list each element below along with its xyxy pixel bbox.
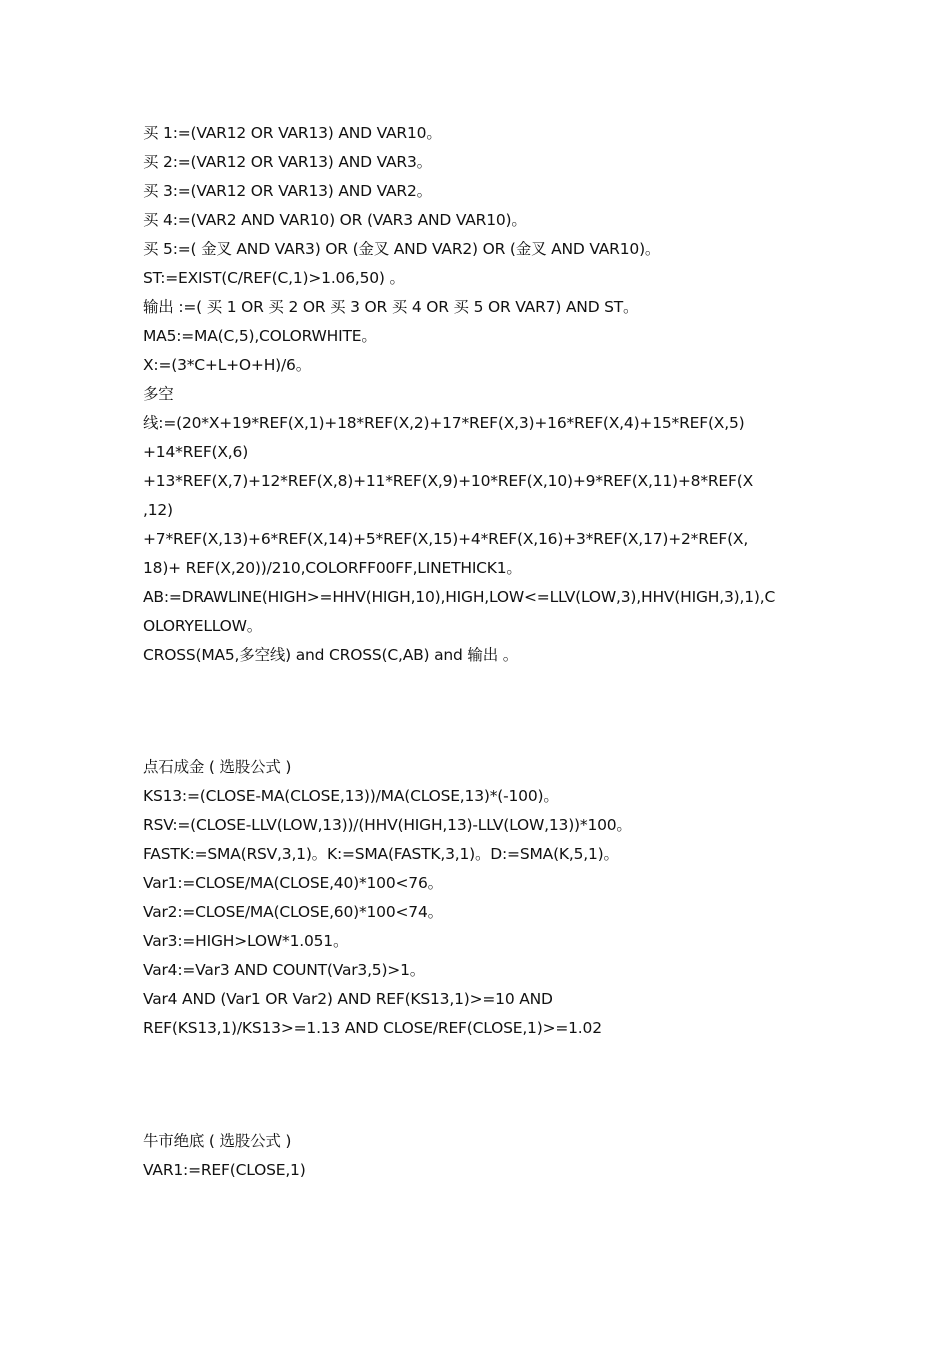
formula-line: Var4 AND (Var1 OR Var2) AND REF(KS13,1)>=10 AND	[143, 990, 553, 1008]
formula-section-buy-signals	[143, 119, 843, 670]
formula-line: +14*REF(X,6)	[143, 443, 249, 461]
formula-line: VAR1:=REF(CLOSE,1)	[143, 1161, 306, 1179]
formula-line: X:=(3*C+L+O+H)/6。	[143, 356, 311, 374]
formula-line: OLORYELLOW。	[143, 617, 263, 635]
formula-line: RSV:=(CLOSE-LLV(LOW,13))/(HHV(HIGH,13)-LLV(LOW,13))*100。	[143, 816, 632, 834]
formula-line: 输出 :=( 买 1 OR 买 2 OR 买 3 OR 买 4 OR 买 5 OR VAR7) AND ST。	[143, 298, 639, 316]
formula-line: 18)+ REF(X,20))/210,COLORFF00FF,LINETHICK1。	[143, 559, 522, 577]
formula-line: 买 5:=( 金叉 AND VAR3) OR (金叉 AND VAR2) OR (金叉 AND VAR10)。	[143, 240, 661, 258]
section-title: 牛市绝底 ( 选股公式 )	[143, 1132, 292, 1150]
formula-line: KS13:=(CLOSE-MA(CLOSE,13))/MA(CLOSE,13)*(-100)。	[143, 787, 559, 805]
formula-line: Var3:=HIGH>LOW*1.051。	[143, 932, 349, 950]
formula-line: 买 2:=(VAR12 OR VAR13) AND VAR3。	[143, 153, 432, 171]
formula-line: 买 4:=(VAR2 AND VAR10) OR (VAR3 AND VAR10)。	[143, 211, 527, 229]
formula-line: 多空	[143, 385, 174, 403]
formula-line: ST:=EXIST(C/REF(C,1)>1.06,50) 。	[143, 269, 405, 287]
formula-line: MA5:=MA(C,5),COLORWHITE。	[143, 327, 377, 345]
formula-line: ,12)	[143, 501, 173, 519]
formula-line: REF(KS13,1)/KS13>=1.13 AND CLOSE/REF(CLOSE,1)>=1.02	[143, 1019, 602, 1037]
formula-line: +7*REF(X,13)+6*REF(X,14)+5*REF(X,15)+4*REF(X,16)+3*REF(X,17)+2*REF(X,	[143, 530, 749, 548]
section-title: 点石成金 ( 选股公式 )	[143, 758, 292, 776]
formula-line: Var2:=CLOSE/MA(CLOSE,60)*100<74。	[143, 903, 443, 921]
formula-section-niushijuedi	[143, 1127, 843, 1185]
formula-line: AB:=DRAWLINE(HIGH>=HHV(HIGH,10),HIGH,LOW<=LLV(LOW,3),HHV(HIGH,3),1),C	[143, 588, 776, 606]
formula-section-dianshichengjin	[143, 753, 843, 1043]
formula-line: +13*REF(X,7)+12*REF(X,8)+11*REF(X,9)+10*REF(X,10)+9*REF(X,11)+8*REF(X	[143, 472, 754, 490]
formula-line: CROSS(MA5,多空线) and CROSS(C,AB) and 输出 。	[143, 646, 519, 664]
formula-line: 线:=(20*X+19*REF(X,1)+18*REF(X,2)+17*REF(X,3)+16*REF(X,4)+15*REF(X,5)	[143, 414, 745, 432]
formula-line: Var4:=Var3 AND COUNT(Var3,5)>1。	[143, 961, 426, 979]
formula-line: 买 3:=(VAR12 OR VAR13) AND VAR2。	[143, 182, 432, 200]
formula-line: 买 1:=(VAR12 OR VAR13) AND VAR10。	[143, 124, 442, 142]
formula-line: Var1:=CLOSE/MA(CLOSE,40)*100<76。	[143, 874, 443, 892]
formula-line: FASTK:=SMA(RSV,3,1)。K:=SMA(FASTK,3,1)。D:=SMA(K,5,1)。	[143, 845, 619, 863]
